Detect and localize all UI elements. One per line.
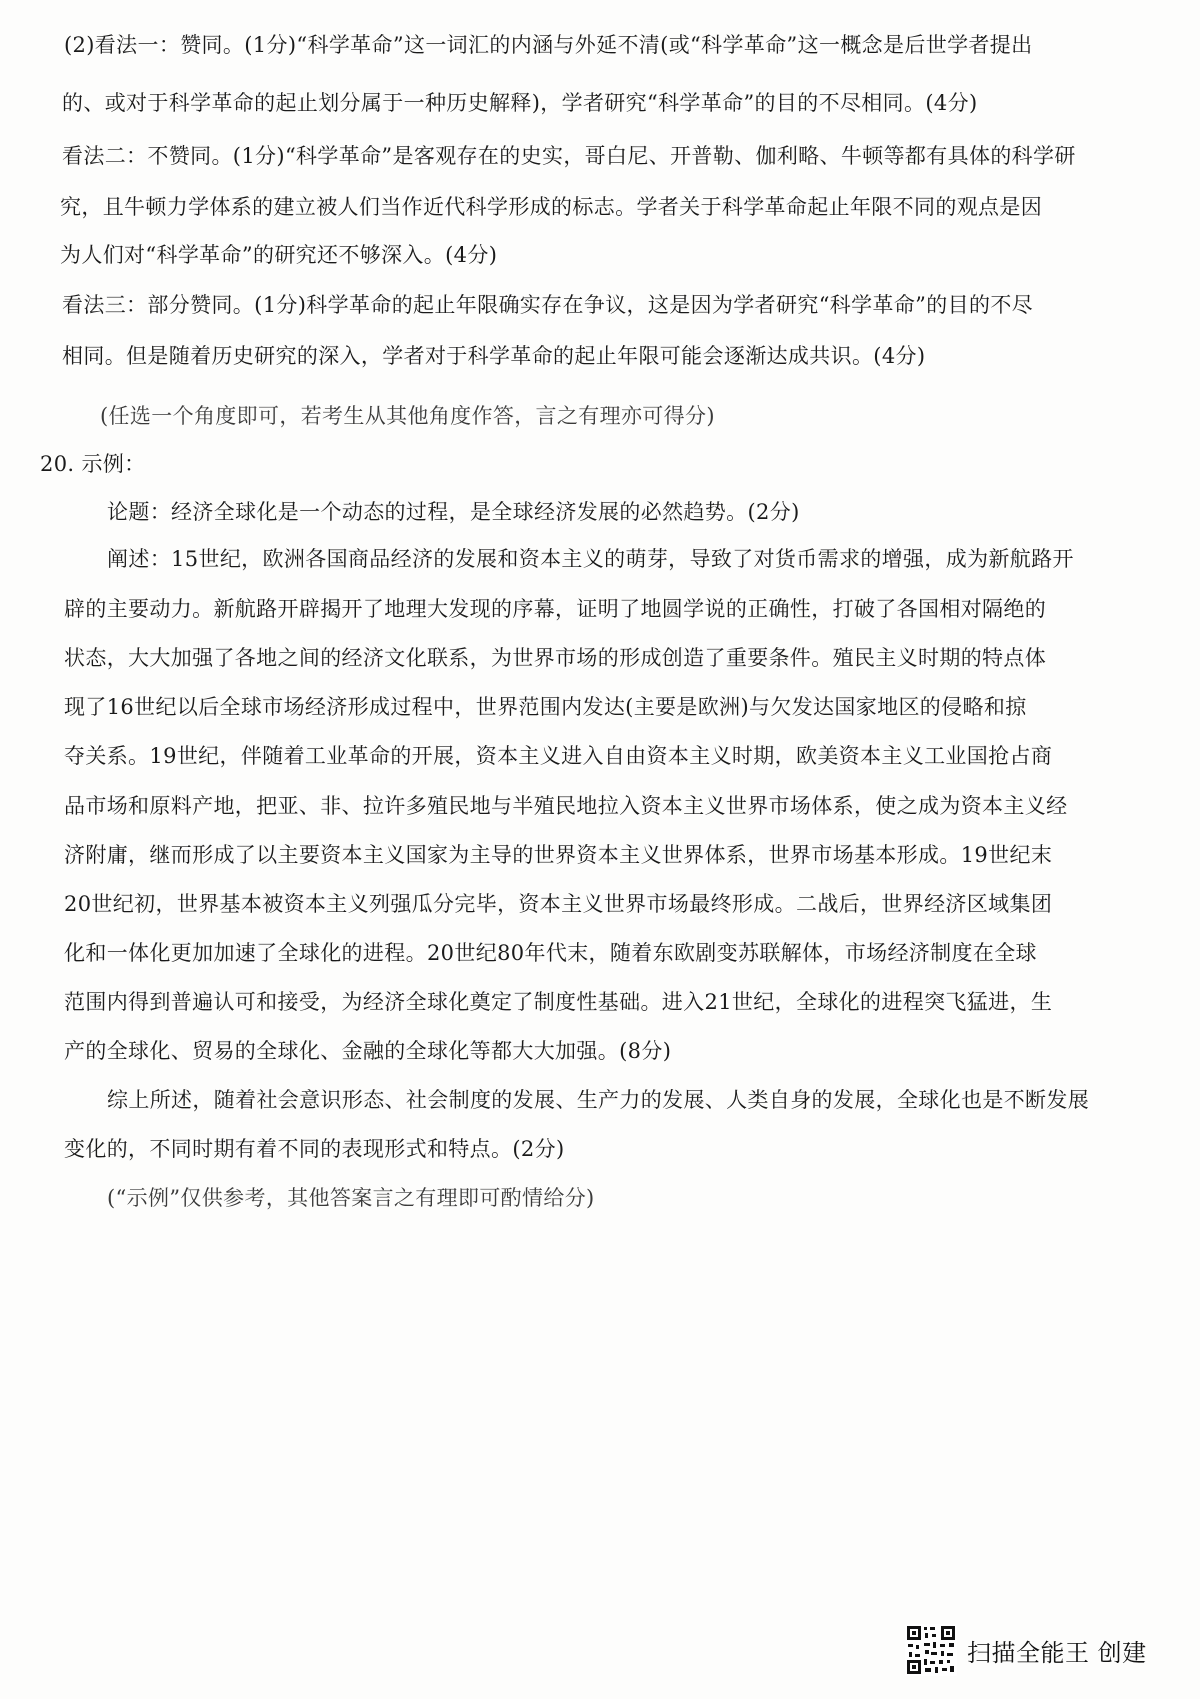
question-20-heading: 20. 示例： bbox=[40, 452, 146, 476]
answer-2-view3-line2: 相同。但是随着历史研究的深入，学者对于科学革命的起止年限可能会逐渐达成共识。(4分) bbox=[62, 344, 926, 368]
answer-2-view1-line2: 的、或对于科学革命的起止划分属于一种历史解释)，学者研究“科学革命”的目的不尽相同。(4分) bbox=[62, 91, 978, 115]
question-20-body-line11: 产的全球化、贸易的全球化、金融的全球化等都大大加强。(8分) bbox=[64, 1039, 672, 1063]
question-20-conclusion-line1: 综上所述，随着社会意识形态、社会制度的发展、生产力的发展、人类自身的发展，全球化也是不断发展 bbox=[107, 1088, 1090, 1112]
question-20-body-line9: 化和一体化更加加速了全球化的进程。20世纪80年代末，随着东欧剧变苏联解体，市场经济制度在全球 bbox=[64, 941, 1037, 965]
answer-2-view2-line1: 看法二：不赞同。(1分)“科学革命”是客观存在的史实，哥白尼、开普勒、伽利略、牛顿等都有具体的科学研 bbox=[62, 144, 1076, 168]
answer-2-view1-line1: (2)看法一：赞同。(1分)“科学革命”这一词汇的内涵与外延不清(或“科学革命”这一概念是后世学者提出 bbox=[64, 33, 1033, 57]
question-20-note: (“示例”仅供参考，其他答案言之有理即可酌情给分) bbox=[107, 1186, 595, 1210]
question-20-body-line3: 状态，大大加强了各地之间的经济文化联系，为世界市场的形成创造了重要条件。殖民主义时期的特点体 bbox=[64, 646, 1047, 670]
question-20-body-line4: 现了16世纪以后全球市场经济形成过程中，世界范围内发达(主要是欧洲)与欠发达国家地区的侵略和掠 bbox=[64, 695, 1027, 719]
question-20-body-line1: 阐述：15世纪，欧洲各国商品经济的发展和资本主义的萌芽，导致了对货币需求的增强，成为新航路开 bbox=[107, 547, 1074, 571]
question-20-conclusion-line2: 变化的，不同时期有着不同的表现形式和特点。(2分) bbox=[64, 1137, 565, 1161]
qr-code-icon bbox=[905, 1624, 957, 1676]
question-20-body-line10: 范围内得到普遍认可和接受，为经济全球化奠定了制度性基础。进入21世纪，全球化的进程突飞猛进，生 bbox=[64, 990, 1053, 1014]
scanner-watermark-text: 扫描全能王 创建 bbox=[967, 1638, 1147, 1667]
scanner-watermark bbox=[905, 1624, 1147, 1676]
answer-2-note: (任选一个角度即可，若考生从其他角度作答，言之有理亦可得分) bbox=[100, 404, 715, 428]
question-20-body-line7: 济附庸，继而形成了以主要资本主义国家为主导的世界资本主义世界体系，世界市场基本形成。19世纪末 bbox=[64, 843, 1053, 867]
question-20-thesis: 论题：经济全球化是一个动态的过程，是全球经济发展的必然趋势。(2分) bbox=[107, 500, 800, 524]
question-20-body-line5: 夺关系。19世纪，伴随着工业革命的开展，资本主义进入自由资本主义时期，欧美资本主义工业国抢占商 bbox=[64, 744, 1053, 768]
question-20-body-line6: 品市场和原料产地，把亚、非、拉许多殖民地与半殖民地拉入资本主义世界市场体系，使之成为资本主义经 bbox=[64, 794, 1068, 818]
question-20-body-line2: 辟的主要动力。新航路开辟揭开了地理大发现的序幕，证明了地圆学说的正确性，打破了各国相对隔绝的 bbox=[64, 597, 1047, 621]
question-20-body-line8: 20世纪初，世界基本被资本主义列强瓜分完毕，资本主义世界市场最终形成。二战后，世界经济区域集团 bbox=[64, 892, 1053, 916]
answer-2-view2-line3: 为人们对“科学革命”的研究还不够深入。(4分) bbox=[60, 243, 498, 267]
answer-2-view3-line1: 看法三：部分赞同。(1分)科学革命的起止年限确实存在争议，这是因为学者研究“科学革命”的目的不尽 bbox=[62, 293, 1034, 317]
answer-2-view2-line2: 究，且牛顿力学体系的建立被人们当作近代科学形成的标志。学者关于科学革命起止年限不同的观点是因 bbox=[60, 195, 1043, 219]
